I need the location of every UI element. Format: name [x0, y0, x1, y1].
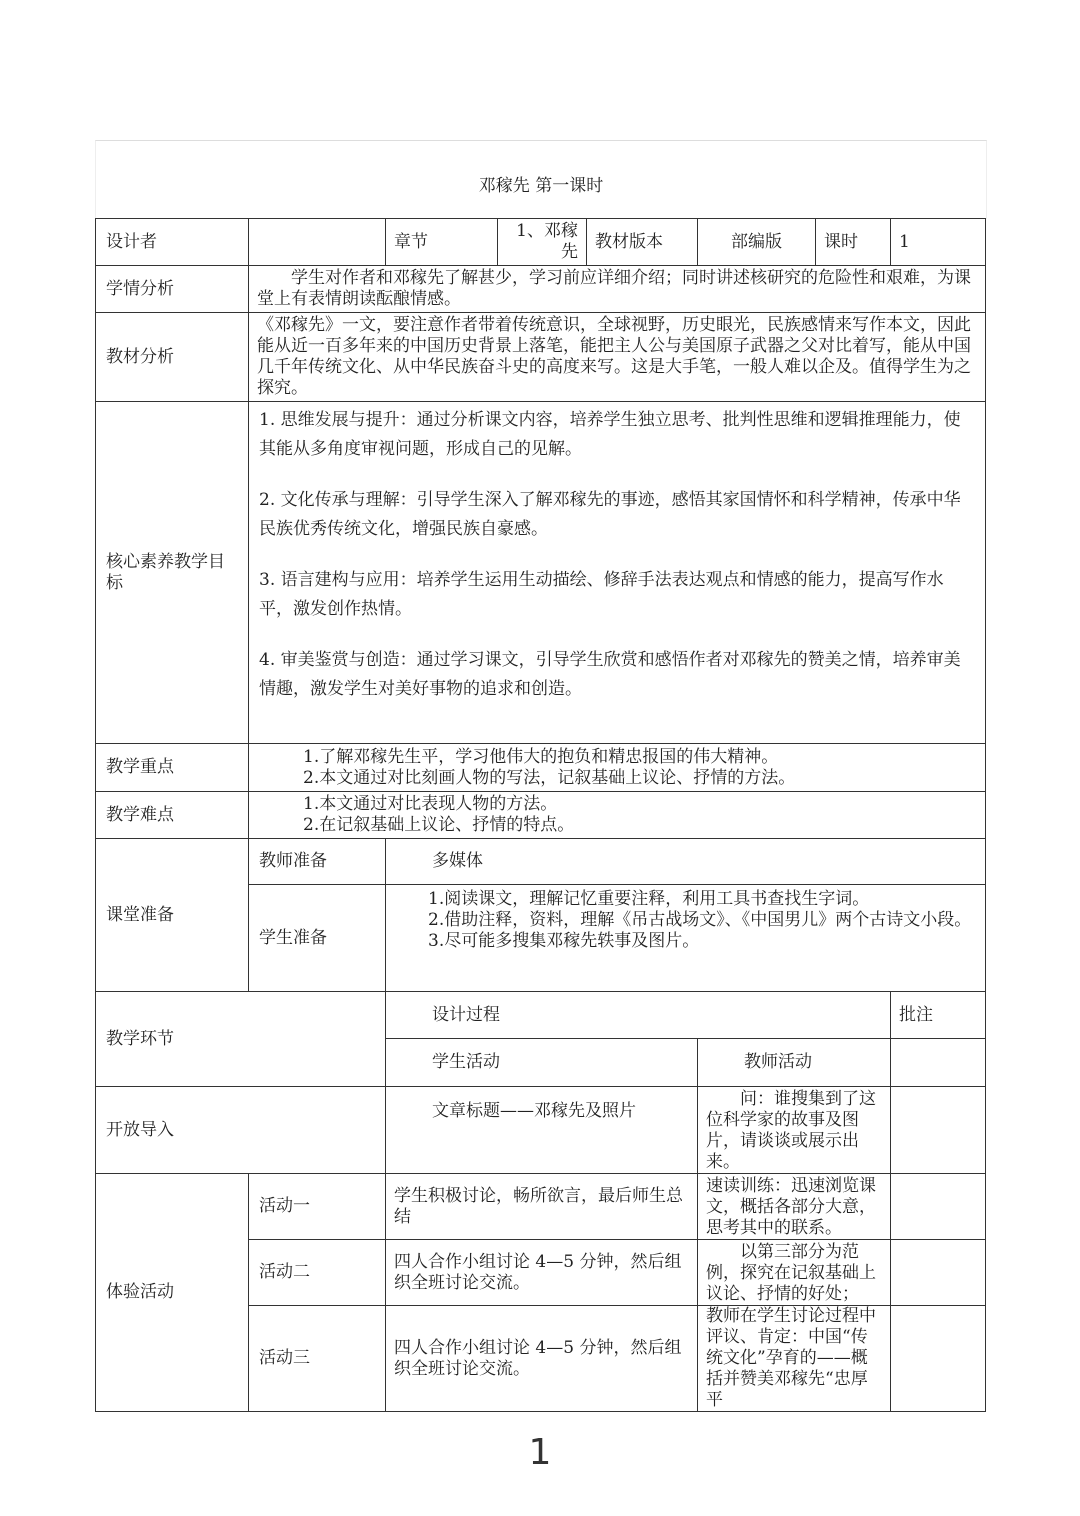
process-header-row — [96, 992, 986, 1039]
teacher-prep-value: 多媒体 — [386, 839, 986, 885]
difficulties-list — [249, 792, 986, 839]
intro-student: 文章标题——邓稼先及照片 — [386, 1087, 698, 1174]
student-prep-item: 1.阅读课文，理解记忆重要注释，利用工具书查找生字词。 — [428, 889, 870, 909]
page-title: 邓稼先 第一课时 — [478, 176, 604, 196]
design-process-label: 设计过程 — [386, 992, 891, 1039]
activity-name: 活动一 — [249, 1174, 386, 1240]
objectives-list — [249, 402, 986, 744]
header-row — [96, 219, 986, 266]
objective-item: 3. 语言建构与应用：培养学生运用生动描绘、修辞手法表达观点和情感的能力，提高写作水平，激发创作热情。 — [259, 570, 944, 619]
period-label: 课时 — [816, 219, 891, 266]
student-prep-list — [386, 885, 986, 992]
intro-label: 开放导入 — [96, 1087, 386, 1174]
objective-item: 1. 思维发展与提升：通过分析课文内容，培养学生独立思考、批判性思维和逻辑推理能力，使其能从多角度审视问题，形成自己的见解。 — [259, 410, 961, 459]
teacher-prep-label: 教师准备 — [249, 839, 386, 885]
activity-student: 四人合作小组讨论 4—5 分钟，然后组织全班讨论交流。 — [386, 1240, 698, 1306]
learner-analysis-label: 学情分析 — [96, 266, 249, 313]
key-points-label: 教学重点 — [96, 744, 249, 792]
experience-label: 体验活动 — [96, 1174, 249, 1412]
intro-teacher: 问：谁搜集到了这位科学家的故事及图片，请谈谈或展示出来。 — [698, 1087, 891, 1174]
activity-student: 学生积极讨论，畅所欲言，最后师生总结 — [386, 1174, 698, 1240]
student-prep-item: 2.借助注释，资料，理解《吊古战场文》、《中国男儿》两个古诗文小段。 — [428, 910, 972, 930]
title-row — [95, 140, 987, 219]
note-cell — [891, 1306, 986, 1412]
note-label: 批注 — [891, 992, 986, 1039]
objective-item: 4. 审美鉴赏与创造：通过学习课文，引导学生欣赏和感悟作者对邓稼先的赞美之情，培养审美情趣，激发学生对美好事物的追求和创造。 — [259, 650, 961, 699]
difficulty-item: 1.本文通过对比表现人物的方法。 — [303, 794, 558, 814]
activity-row — [96, 1174, 986, 1240]
activity-teacher: 教师在学生讨论过程中评议、肯定：中国“传统文化”孕育的——概括并赞美邓稼先“忠厚平 — [698, 1306, 891, 1412]
chapter-value: 1、邓稼先 — [498, 219, 587, 266]
lesson-plan-table — [95, 218, 986, 1412]
note-cell — [891, 1039, 986, 1087]
learner-analysis-text: 学生对作者和邓稼先了解甚少，学习前应详细介绍；同时讲述核研究的危险性和艰难，为课堂上有表情朗读酝酿情感。 — [249, 266, 986, 313]
page-number: 1 — [528, 1432, 552, 1473]
intro-row — [96, 1087, 986, 1174]
material-analysis-text: 《邓稼先》一文，要注意作者带着传统意识，全球视野，历史眼光，民族感情来写作本文，因此能从近一百多年来的中国历史背景上落笔，能把主人公与美国原子武器之父对比着写，能从中国几千年传统文化、从中华民族奋斗史的高度来写。这是大手笔，一般人难以企及。值得学生为之探究。 — [249, 313, 986, 402]
material-analysis-label: 教材分析 — [96, 313, 249, 402]
learner-analysis-row — [96, 266, 986, 313]
note-cell — [891, 1174, 986, 1240]
objectives-row — [96, 402, 986, 744]
edition-label: 教材版本 — [587, 219, 698, 266]
designer-label: 设计者 — [96, 219, 249, 266]
activity-student: 四人合作小组讨论 4—5 分钟，然后组织全班讨论交流。 — [386, 1306, 698, 1412]
note-cell — [891, 1087, 986, 1174]
teacher-activity-label: 教师活动 — [698, 1039, 891, 1087]
activity-name: 活动三 — [249, 1306, 386, 1412]
preparation-label: 课堂准备 — [96, 839, 249, 992]
material-analysis-row — [96, 313, 986, 402]
period-value: 1 — [891, 219, 986, 266]
difficulty-item: 2.在记叙基础上议论、抒情的特点。 — [303, 815, 575, 835]
activity-teacher: 速读训练：迅速浏览课文，概括各部分大意，思考其中的联系。 — [698, 1174, 891, 1240]
key-points-list — [249, 744, 986, 792]
chapter-label: 章节 — [386, 219, 498, 266]
activity-teacher: 以第三部分为范例，探究在记叙基础上议论、抒情的好处； — [698, 1240, 891, 1306]
note-cell — [891, 1240, 986, 1306]
designer-value — [249, 219, 386, 266]
difficulties-label: 教学难点 — [96, 792, 249, 839]
student-prep-label: 学生准备 — [249, 885, 386, 992]
key-point-item: 2.本文通过对比刻画人物的写法，记叙基础上议论、抒情的方法。 — [303, 767, 796, 788]
difficulties-row — [96, 792, 986, 839]
activity-name: 活动二 — [249, 1240, 386, 1306]
objectives-label: 核心素养教学目标 — [96, 402, 249, 744]
key-points-row — [96, 744, 986, 792]
key-point-item: 1.了解邓稼先生平，学习他伟大的抱负和精忠报国的伟大精神。 — [303, 746, 779, 767]
teacher-prep-row — [96, 839, 986, 885]
stage-label: 教学环节 — [96, 992, 386, 1087]
student-prep-item: 3.尽可能多搜集邓稼先轶事及图片。 — [428, 931, 700, 951]
student-activity-label: 学生活动 — [386, 1039, 698, 1087]
edition-value: 部编版 — [698, 219, 816, 266]
objective-item: 2. 文化传承与理解：引导学生深入了解邓稼先的事迹，感悟其家国情怀和科学精神，传承中华民族优秀传统文化，增强民族自豪感。 — [259, 490, 961, 539]
